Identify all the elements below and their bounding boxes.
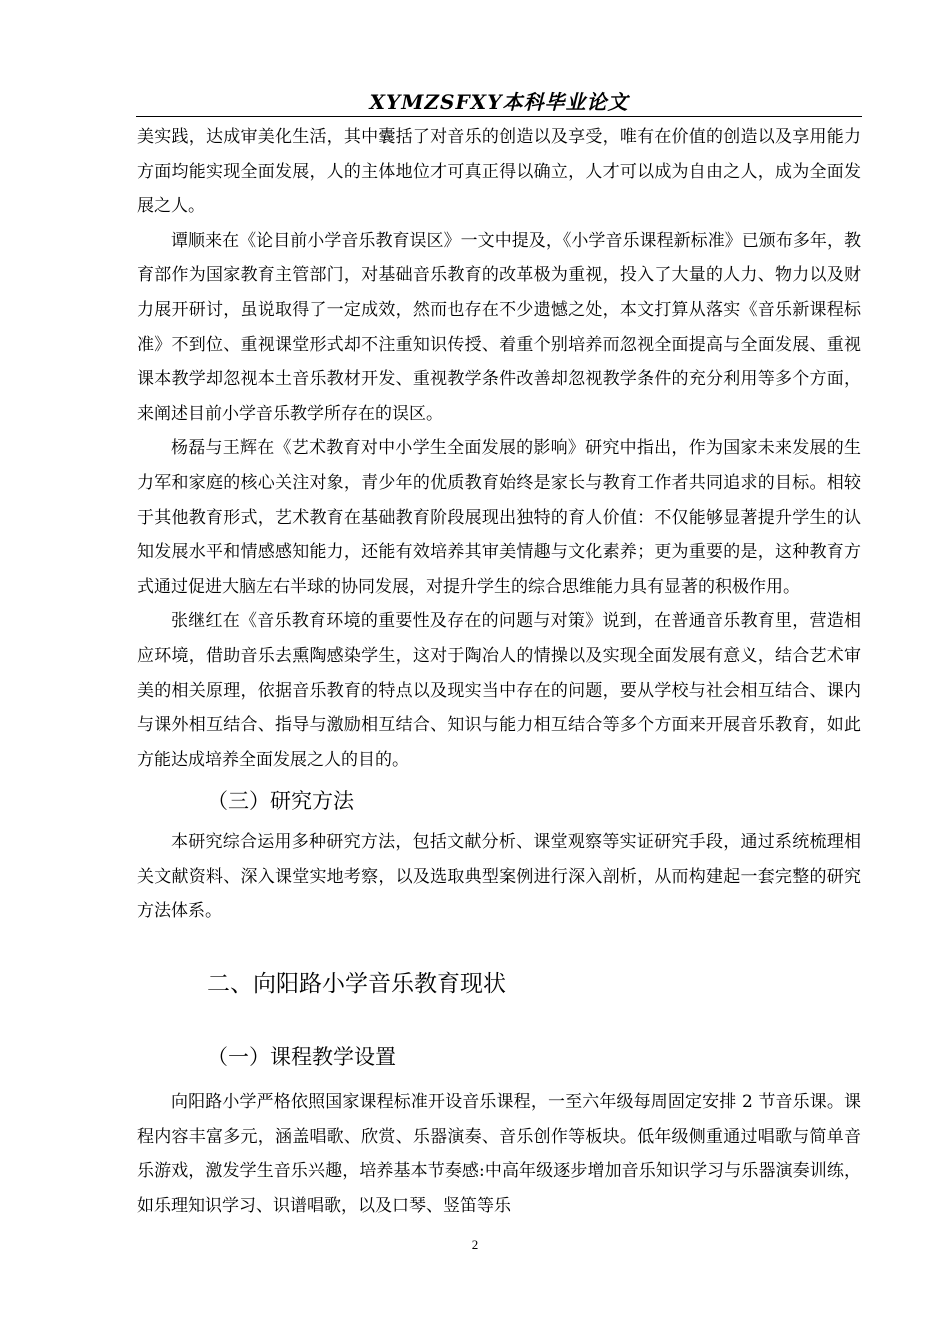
chapter-heading-status: 二、向阳路小学音乐教育现状	[207, 971, 506, 998]
paragraph-course-setting: 向阳路小学严格依照国家课程标准开设音乐课程，一至六年级每周固定安排 2 节音乐课。课程内容丰富多元，涵盖唱歌、欣赏、乐器演奏、音乐创作等板块。低年级侧重通过唱歌与简单音乐游戏，激发学生音乐兴趣，培养基本节奏感:中高年级逐步增加音乐知识学习与乐器演奏训练，如乐理知识学习、识谱唱歌，以及口琴、竖笛等乐	[137, 1092, 861, 1216]
page-body	[137, 120, 861, 1223]
section-heading-course-setting: （一）课程教学设置	[207, 1045, 396, 1070]
running-header: XYMZSFXY本科毕业论文	[369, 90, 629, 114]
paragraph-continuation: 美实践，达成审美化生活，其中囊括了对音乐的创造以及享受，唯有在价值的创造以及享用能力方面均能实现全面发展，人的主体地位才可真正得以确立，人才可以成为自由之人，成为全面发展之人。	[137, 127, 861, 217]
paragraph-tan-shunlai: 谭顺来在《论目前小学音乐教育误区》一文中提及，《小学音乐课程新标准》已颁布多年，教育部作为国家教育主管部门，对基础音乐教育的改革极为重视，投入了大量的人力、物力以及财力展开研讨，虽说取得了一定成效，然而也存在不少遗憾之处，本文打算从落实《音乐新课程标准》不到位、重视课堂形式却不注重知识传授、着重个别培养而忽视全面提高与全面发展、重视课本教学却忽视本土音乐教材开发、重视教学条件改善却忽视教学条件的充分利用等多个方面，来阐述目前小学音乐教学所存在的误区。	[137, 230, 861, 424]
section-heading-research-methods: （三）研究方法	[207, 789, 354, 814]
page-number: 2	[471, 1237, 479, 1252]
paragraph-research-methods: 本研究综合运用多种研究方法，包括文献分析、课堂观察等实证研究手段，通过系统梳理相关文献资料、深入课堂实地考察，以及选取典型案例进行深入剖析，从而构建起一套完整的研究方法体系。	[137, 832, 861, 922]
paragraph-yang-lei: 杨磊与王辉在《艺术教育对中小学生全面发展的影响》研究中指出，作为国家未来发展的生力军和家庭的核心关注对象，青少年的优质教育始终是家长与教育工作者共同追求的目标。相较于其他教育形式，艺术教育在基础教育阶段展现出独特的育人价值：不仅能够显著提升学生的认知发展水平和情感感知能力，还能有效培养其审美情趣与文化素养；更为重要的是，这种教育方式通过促进大脑左右半球的协同发展，对提升学生的综合思维能力具有显著的积极作用。	[137, 438, 861, 597]
header-rule	[136, 116, 862, 117]
paragraph-zhang-jihong: 张继红在《音乐教育环境的重要性及存在的问题与对策》说到，在普通音乐教育里，营造相应环境，借助音乐去熏陶感染学生，这对于陶冶人的情操以及实现全面发展有意义，结合艺术审美的相关原理，依据音乐教育的特点以及现实当中存在的问题，要从学校与社会相互结合、课内与课外相互结合、指导与激励相互结合、知识与能力相互结合等多个方面来开展音乐教育，如此方能达成培养全面发展之人的目的。	[137, 611, 861, 770]
